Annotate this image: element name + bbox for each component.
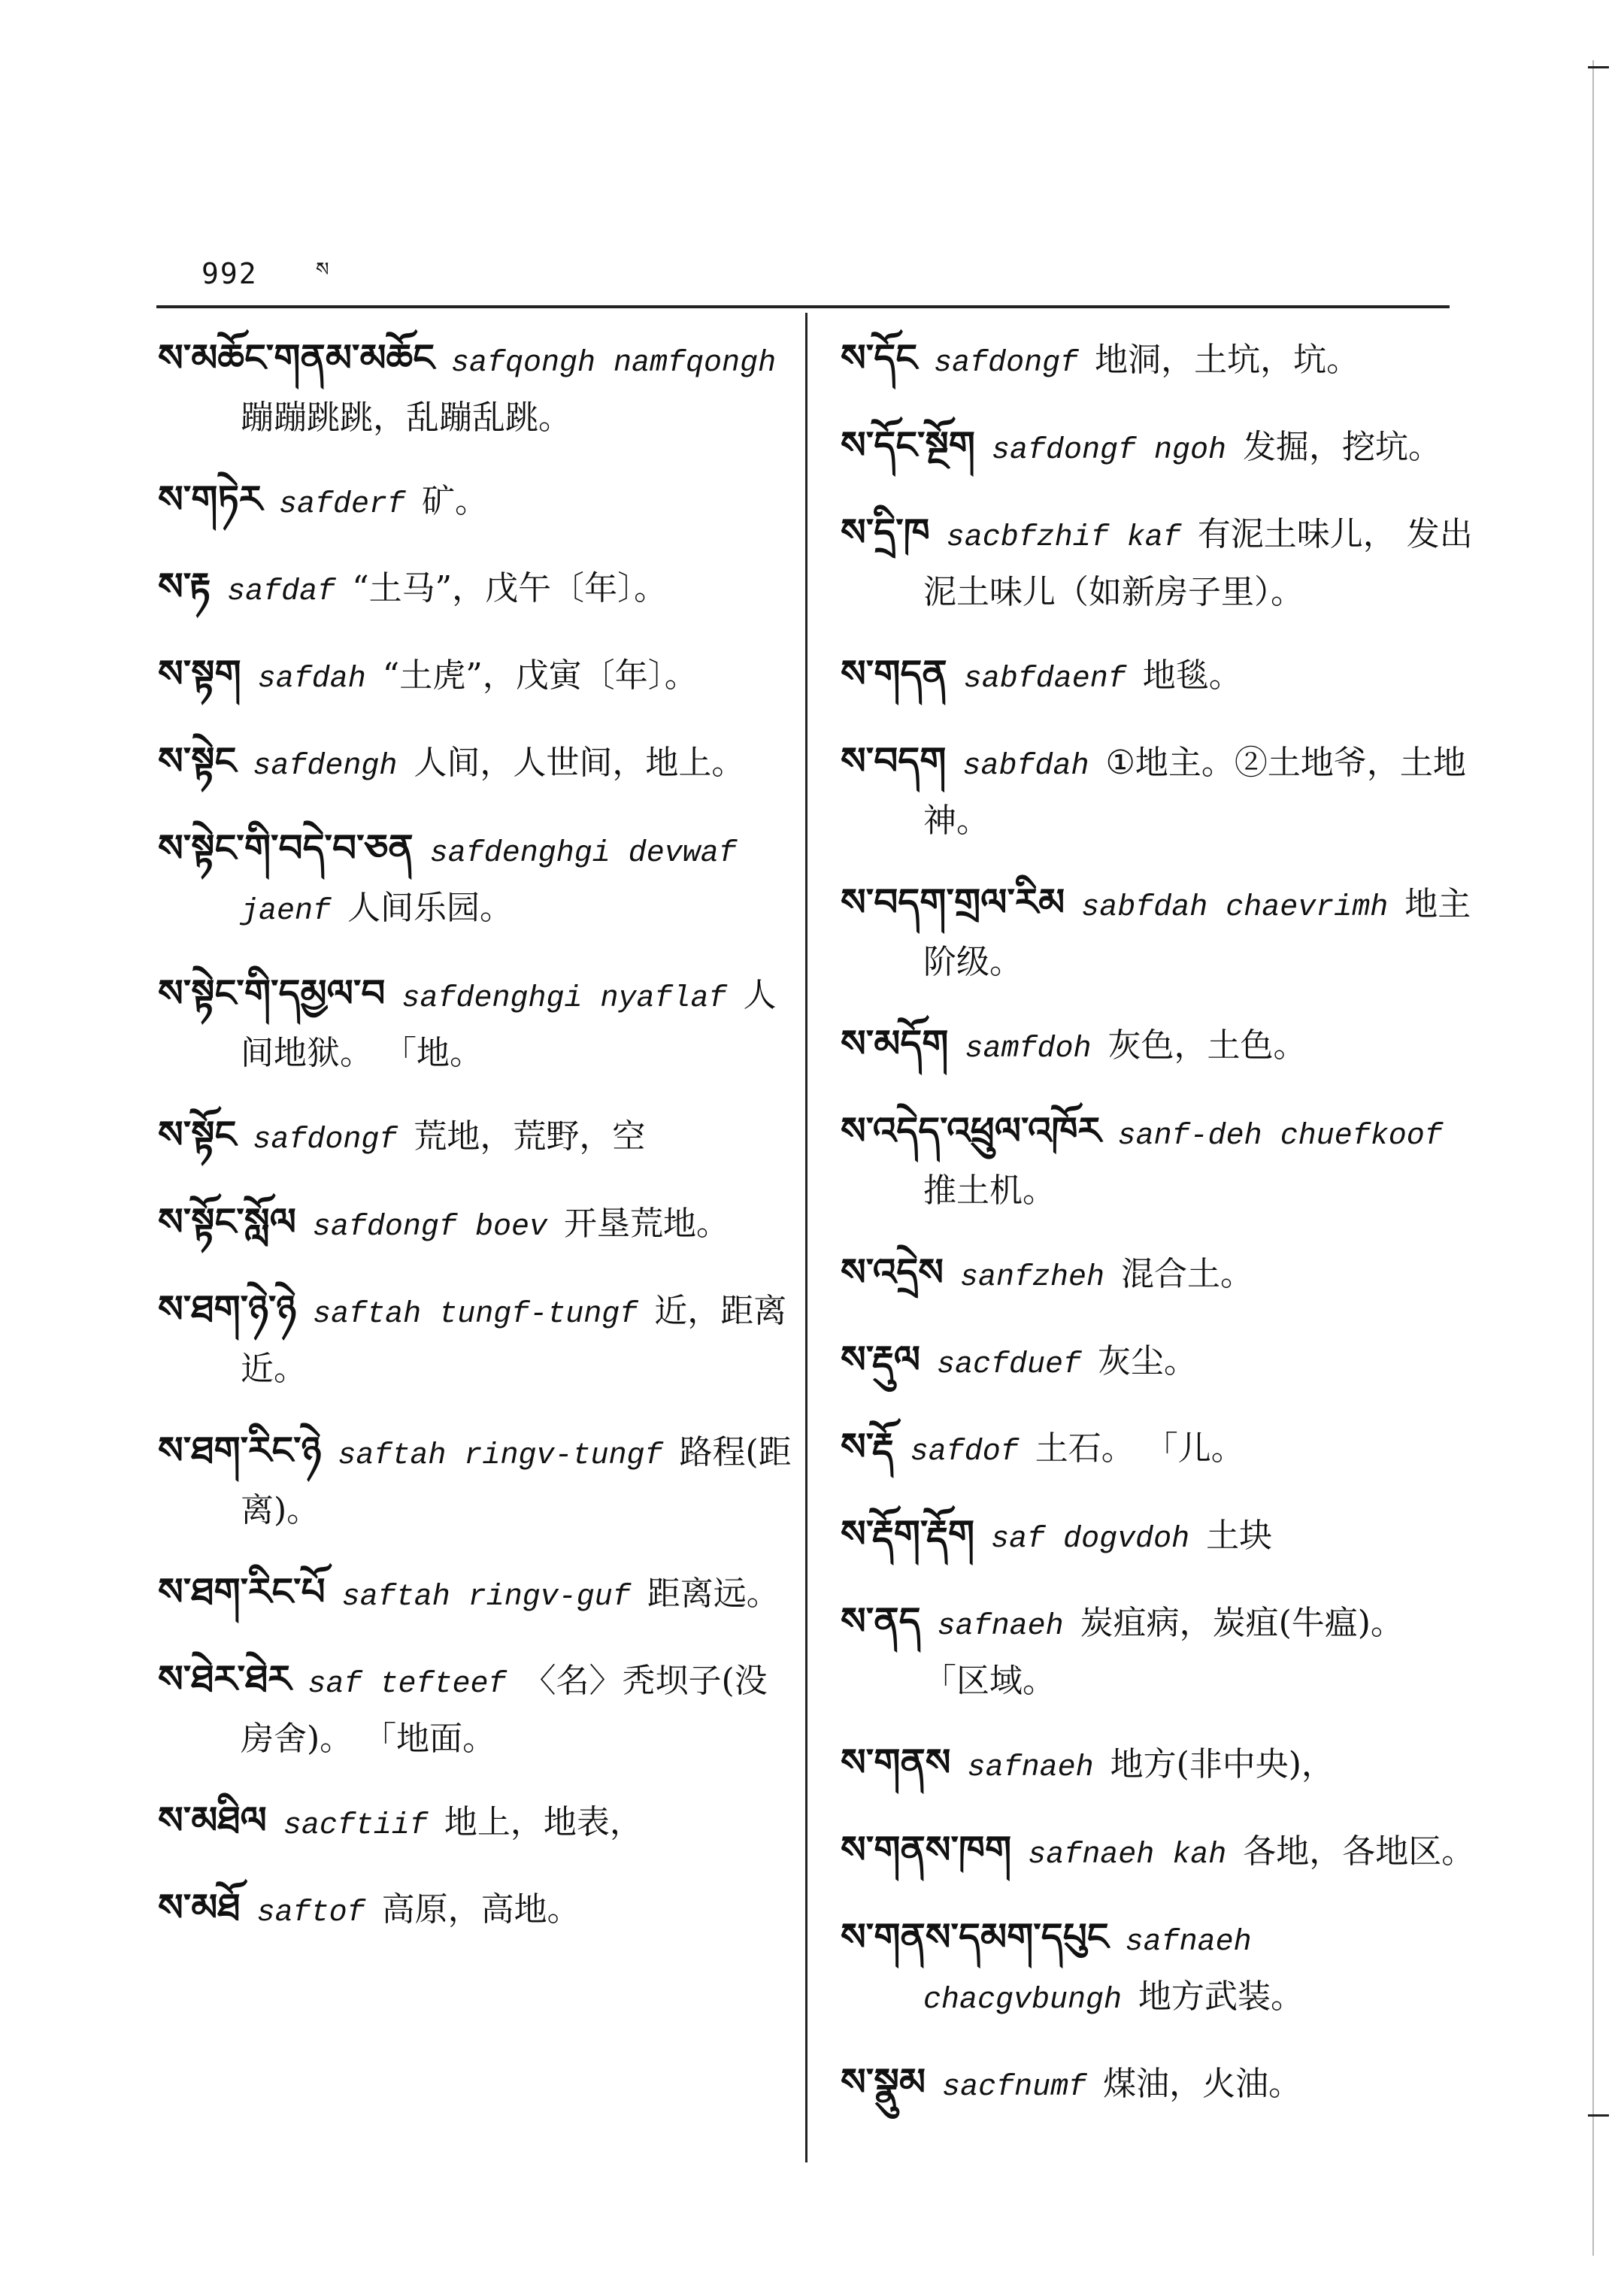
headword: ས་དོང་སྔོག bbox=[841, 423, 975, 467]
headword: ས་སྟེང་གི་བདེ་བ་ཅན bbox=[158, 826, 414, 870]
romanization: sacbfzhif kaf bbox=[946, 521, 1181, 555]
headword: ས་གནས bbox=[841, 1741, 951, 1784]
headword: ས་མཐིལ bbox=[158, 1799, 267, 1842]
romanization: sanfzheh bbox=[959, 1261, 1104, 1295]
gloss: 蹦蹦跳跳，乱蹦乱跳。 bbox=[241, 399, 571, 437]
gloss: 路程(距离)。 bbox=[241, 1433, 792, 1529]
romanization: safdongf boev bbox=[312, 1211, 547, 1244]
headword: ས་གནས་ཁག bbox=[841, 1828, 1012, 1871]
headword: ས་འདེད་འཕྲུལ་འཁོར bbox=[841, 1109, 1101, 1153]
dictionary-entry bbox=[841, 1735, 1480, 1796]
gloss: 近，距离近。 bbox=[241, 1292, 787, 1388]
gloss: 有泥土味儿， 发出泥土味儿（如新房子里）。 bbox=[923, 515, 1473, 611]
headword: ས་ཐག་རིང་པོ bbox=[158, 1570, 326, 1614]
gloss: 〈名〉秃坝子(没房舍)。 「地面。 bbox=[241, 1662, 768, 1758]
gloss: 地上，地表， bbox=[444, 1803, 643, 1841]
headword: ས་རྡུལ bbox=[841, 1338, 920, 1381]
romanization: safnaeh bbox=[967, 1751, 1094, 1785]
gloss: 混合土。 bbox=[1120, 1255, 1253, 1293]
romanization: safdongf bbox=[253, 1123, 398, 1157]
gloss: 开垦荒地。 bbox=[563, 1205, 729, 1243]
dictionary-entry bbox=[158, 1423, 797, 1538]
dictionary-entry bbox=[841, 1332, 1480, 1393]
dictionary-entry bbox=[841, 505, 1480, 620]
romanization: safdenghgi devwaf jaenf bbox=[241, 837, 737, 929]
dictionary-entry bbox=[158, 966, 797, 1080]
romanization: saftah ringv-tungf bbox=[338, 1439, 663, 1473]
dictionary-entry bbox=[158, 1880, 797, 1941]
dictionary-entry bbox=[158, 1282, 797, 1396]
gloss: 地方武装。 bbox=[1138, 1977, 1304, 2016]
headword: ས་ནད bbox=[841, 1599, 921, 1643]
dictionary-entry bbox=[158, 1652, 797, 1766]
gloss: 煤油，火油。 bbox=[1103, 2065, 1302, 2103]
dictionary-entry bbox=[158, 1793, 797, 1853]
dictionary-entry bbox=[158, 821, 797, 939]
dictionary-entry bbox=[158, 472, 797, 532]
gloss: 荒地，荒野，空 bbox=[414, 1117, 646, 1156]
gloss: 人间乐园。 bbox=[347, 889, 514, 927]
romanization: safnaeh kah bbox=[1028, 1838, 1227, 1872]
page-number: 992 bbox=[201, 257, 258, 290]
left-column bbox=[158, 331, 797, 1968]
gloss: 灰尘。 bbox=[1098, 1342, 1198, 1380]
headword: ས་ཐེར་ཐེར bbox=[158, 1657, 292, 1701]
dictionary-entry bbox=[841, 418, 1480, 478]
gloss: 灰色，土色。 bbox=[1107, 1026, 1307, 1065]
top-rule bbox=[156, 305, 1450, 308]
romanization: saftof bbox=[256, 1896, 365, 1930]
romanization: safqongh namfqongh bbox=[451, 347, 777, 380]
headword: ས་མཆོང་གནམ་མཆོང bbox=[158, 336, 435, 380]
romanization: sabfdah bbox=[962, 750, 1089, 783]
headword: ས་སྣུམ bbox=[841, 2060, 926, 2104]
romanization: safdenghgi nyaflaf bbox=[401, 982, 727, 1016]
gloss: 地洞，土坑，坑。 bbox=[1095, 341, 1360, 379]
dictionary-entry bbox=[158, 1565, 797, 1625]
romanization: saftah ringv-guf bbox=[341, 1580, 631, 1614]
dictionary-entry bbox=[841, 331, 1480, 391]
dictionary-entry bbox=[841, 1017, 1480, 1077]
dictionary-entry bbox=[841, 1507, 1480, 1567]
headword: ས་མཐོ bbox=[158, 1886, 241, 1929]
dictionary-entry bbox=[841, 1245, 1480, 1305]
dictionary-entry bbox=[158, 1195, 797, 1255]
romanization: safdof bbox=[910, 1435, 1019, 1469]
dictionary-entry bbox=[841, 1823, 1480, 1883]
dictionary-entry bbox=[841, 875, 1480, 989]
dictionary-entry bbox=[841, 647, 1480, 707]
headword: ས་སྟོང་སློལ bbox=[158, 1200, 296, 1244]
headword: ས་ཐག་རིང་ཉེ bbox=[158, 1429, 322, 1472]
dictionary-entry bbox=[841, 1420, 1480, 1480]
romanization: sanf-deh chuefkoof bbox=[1117, 1120, 1443, 1153]
headword: ས་ཐག་ཉེ་ཉེ bbox=[158, 1287, 297, 1331]
right-column bbox=[841, 331, 1480, 2142]
romanization: safderf bbox=[279, 488, 406, 522]
dictionary-entry bbox=[158, 734, 797, 794]
romanization: saftah tungf-tungf bbox=[313, 1298, 638, 1332]
gloss: 矿。 bbox=[422, 482, 489, 520]
romanization: safnaeh bbox=[937, 1610, 1064, 1644]
dictionary-entry bbox=[158, 647, 797, 707]
headword: ས་རྟ bbox=[158, 565, 211, 608]
dictionary-entry bbox=[841, 1594, 1480, 1708]
headword: ས་སྟེང་གི་དམྱལ་བ bbox=[158, 971, 386, 1015]
dictionary-entry bbox=[841, 2055, 1480, 2115]
gloss: 地毯。 bbox=[1142, 656, 1242, 695]
headword: ས་སྟག bbox=[158, 652, 241, 696]
gloss: 人间地狱。 「地。 bbox=[241, 976, 777, 1072]
page-edge bbox=[1592, 60, 1594, 2256]
header-mark: ས bbox=[316, 259, 329, 281]
romanization: sabfdah chaevrimh bbox=[1081, 891, 1389, 925]
romanization: sacftiif bbox=[283, 1809, 428, 1843]
headword: ས་སྟེང bbox=[158, 739, 237, 783]
dictionary-entry bbox=[841, 1910, 1480, 2028]
gloss: “土虎”，戊寅〔年〕。 bbox=[382, 656, 698, 695]
gloss: ①地主。②土地爷，土地神。 bbox=[923, 744, 1466, 840]
gloss: 土块 bbox=[1206, 1517, 1273, 1555]
gloss: 人间，人世间，地上。 bbox=[414, 744, 745, 782]
dictionary-entry bbox=[841, 1104, 1480, 1218]
headword: ས་རྡོག་རྡོག bbox=[841, 1512, 975, 1556]
headword: ས་སྟོང bbox=[158, 1113, 237, 1156]
gloss: 地方(非中央)， bbox=[1110, 1745, 1335, 1783]
romanization: safdah bbox=[257, 662, 366, 696]
gloss: 高原，高地。 bbox=[381, 1890, 580, 1929]
headword: ས་དོང bbox=[841, 336, 918, 380]
romanization: sacfnumf bbox=[942, 2071, 1087, 2105]
romanization: sabfdaenf bbox=[963, 662, 1126, 696]
headword: ས་བདག bbox=[841, 739, 947, 783]
romanization: safdengh bbox=[253, 750, 398, 783]
headword: ས་བདག་གྲལ་རིམ bbox=[841, 880, 1065, 924]
headword: ས་གཏེར bbox=[158, 477, 262, 521]
gloss: 距离远。 bbox=[647, 1574, 780, 1613]
dictionary-entry bbox=[158, 331, 797, 445]
gloss: 炭疽病，炭疽(牛瘟)。 「区域。 bbox=[923, 1604, 1404, 1700]
headword: ས་རྡོ bbox=[841, 1425, 894, 1468]
romanization: safdaf bbox=[227, 575, 336, 609]
edge-tick bbox=[1588, 2114, 1609, 2117]
gloss: 各地，各地区。 bbox=[1243, 1832, 1475, 1871]
headword: ས་གདན bbox=[841, 652, 947, 696]
romanization: safdongf ngoh bbox=[992, 434, 1227, 468]
headword: ས་མདོག bbox=[841, 1022, 949, 1065]
dictionary-entry bbox=[158, 1108, 797, 1168]
romanization: sacfduef bbox=[937, 1348, 1082, 1382]
gloss: 地主阶级。 bbox=[923, 885, 1471, 981]
romanization: safnaeh chacgvbungh bbox=[923, 1926, 1252, 2017]
romanization: saf dogvdoh bbox=[991, 1523, 1190, 1556]
headword: ས་དྲི་ཁ bbox=[841, 511, 930, 554]
headword: ས་གནས་དམག་དཔུང bbox=[841, 1915, 1109, 1959]
edge-tick bbox=[1588, 66, 1609, 68]
gloss: 推土机。 bbox=[923, 1171, 1056, 1210]
headword: ས་འདྲེས bbox=[841, 1250, 944, 1294]
romanization: safdongf bbox=[934, 347, 1079, 380]
romanization: saf tefteef bbox=[308, 1668, 507, 1702]
gloss: “土马”，戊午〔年〕。 bbox=[352, 569, 668, 608]
romanization: samfdoh bbox=[965, 1032, 1092, 1066]
dictionary-entry bbox=[158, 559, 797, 620]
column-divider bbox=[805, 313, 807, 2162]
gloss: 发掘，挖坑。 bbox=[1243, 428, 1442, 466]
dictionary-entry bbox=[841, 734, 1480, 848]
gloss: 土石。 「儿。 bbox=[1035, 1429, 1244, 1468]
